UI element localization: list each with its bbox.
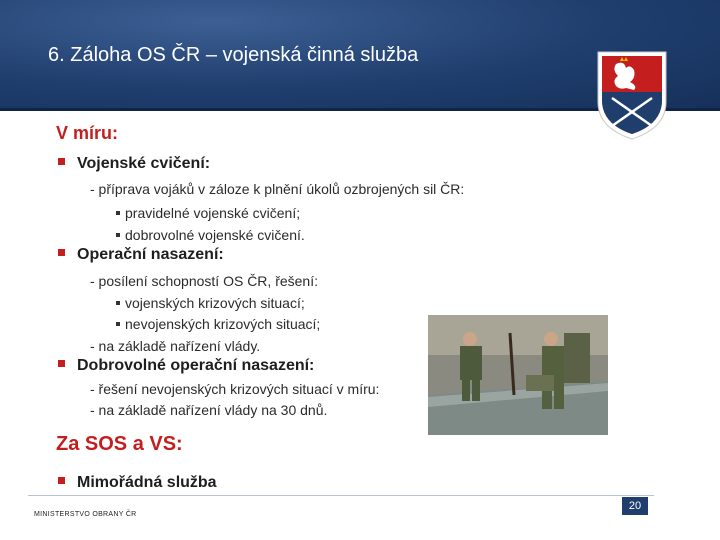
section-heading-war: Za SOS a VS:	[56, 433, 183, 455]
bullet-item	[58, 155, 210, 173]
footer-divider	[28, 495, 654, 496]
sub-sub-item	[116, 295, 305, 311]
sub-sub-item	[116, 205, 300, 221]
bullet-item	[58, 357, 314, 375]
page-number-badge: 20	[622, 497, 648, 515]
square-bullet-icon	[58, 158, 65, 165]
sub-item: - na základě nařízení vlády.	[90, 338, 261, 354]
sub-sub-item-label: dobrovolné vojenské cvičení.	[125, 227, 305, 243]
square-bullet-icon	[58, 477, 65, 484]
dot-bullet-icon	[116, 233, 120, 237]
dot-bullet-icon	[116, 301, 120, 305]
sub-item: - řešení nevojenských krizových situací v míru:	[90, 381, 380, 397]
section-heading-peace: V míru:	[56, 123, 119, 143]
dot-bullet-icon	[116, 211, 120, 215]
bullet-item	[58, 246, 224, 264]
sub-item: - na základě nařízení vlády na 30 dnů.	[90, 402, 328, 418]
dot-bullet-icon	[116, 322, 120, 326]
slide-title: 6. Záloha OS ČR – vojenská činná služba	[48, 44, 419, 66]
bullet-label: Operační nasazení:	[77, 246, 224, 263]
coat-of-arms-logo	[594, 46, 670, 142]
square-bullet-icon	[58, 360, 65, 367]
sub-item: - posílení schopností OS ČR, řešení:	[90, 273, 318, 289]
sub-sub-item-label: vojenských krizových situací;	[125, 295, 305, 311]
bullet-label: Dobrovolné operační nasazení:	[77, 357, 315, 374]
soldiers-photo	[428, 315, 608, 435]
sub-sub-item	[116, 316, 320, 332]
sub-sub-item-label: nevojenských krizových situací;	[125, 316, 321, 332]
bullet-label: Vojenské cvičení:	[77, 155, 211, 172]
bullet-label: Mimořádná služba	[77, 474, 217, 491]
sub-sub-item	[116, 227, 305, 243]
footer-ministry-label: MINISTERSTVO OBRANY ČR	[34, 511, 137, 518]
bullet-item	[58, 474, 217, 492]
sub-sub-item-label: pravidelné vojenské cvičení;	[125, 205, 301, 221]
sub-item: - příprava vojáků v záloze k plnění úkolů ozbrojených sil ČR:	[90, 181, 465, 197]
square-bullet-icon	[58, 249, 65, 256]
